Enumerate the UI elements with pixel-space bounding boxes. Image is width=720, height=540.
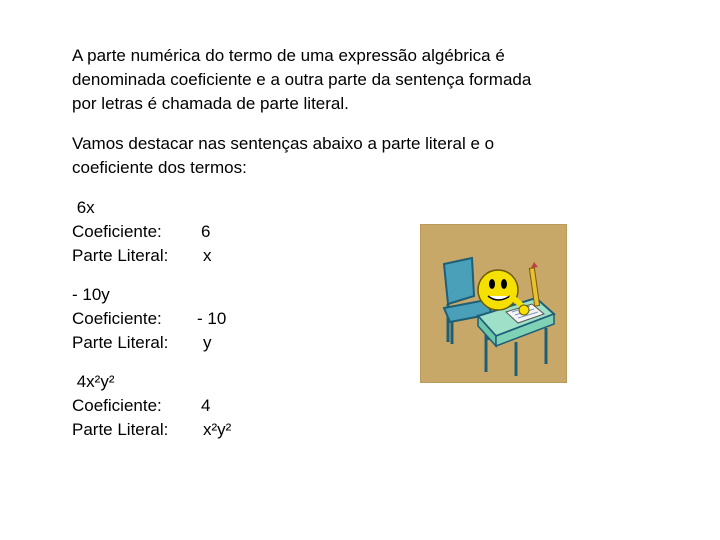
- coefficient-label: Coeficiente:: [72, 222, 162, 241]
- literal-part-label: Parte Literal:: [72, 333, 169, 352]
- chair-back: [444, 258, 474, 304]
- term-text: 4x²y²: [72, 372, 115, 391]
- coefficient-value: 4: [201, 396, 211, 415]
- example-term-1: [72, 196, 212, 268]
- coefficient-label: Coeficiente:: [72, 309, 162, 328]
- instruction-paragraph: Vamos destacar nas sentenças abaixo a parte literal e o coeficiente dos termos:: [72, 134, 495, 177]
- literal-part-value: x²y²: [203, 420, 232, 439]
- example-term-3: [72, 370, 232, 442]
- coefficient-value: - 10: [197, 309, 227, 328]
- literal-part-value: y: [203, 333, 212, 352]
- example-term-2: [72, 283, 227, 355]
- smiley-face: [478, 270, 518, 310]
- literal-part-label: Parte Literal:: [72, 246, 169, 265]
- literal-part-label: Parte Literal:: [72, 420, 169, 439]
- coefficient-label: Coeficiente:: [72, 396, 162, 415]
- term-text: - 10y: [72, 285, 110, 304]
- literal-part-value: x: [203, 246, 212, 265]
- coefficient-value: 6: [201, 222, 211, 241]
- intro-paragraph: A parte numérica do termo de uma expressão algébrica é denominada coeficiente e a outra parte da sentença formada por letras é chamada de parte literal.: [72, 46, 532, 113]
- term-text: 6x: [72, 198, 95, 217]
- student-at-desk-icon: [420, 224, 567, 383]
